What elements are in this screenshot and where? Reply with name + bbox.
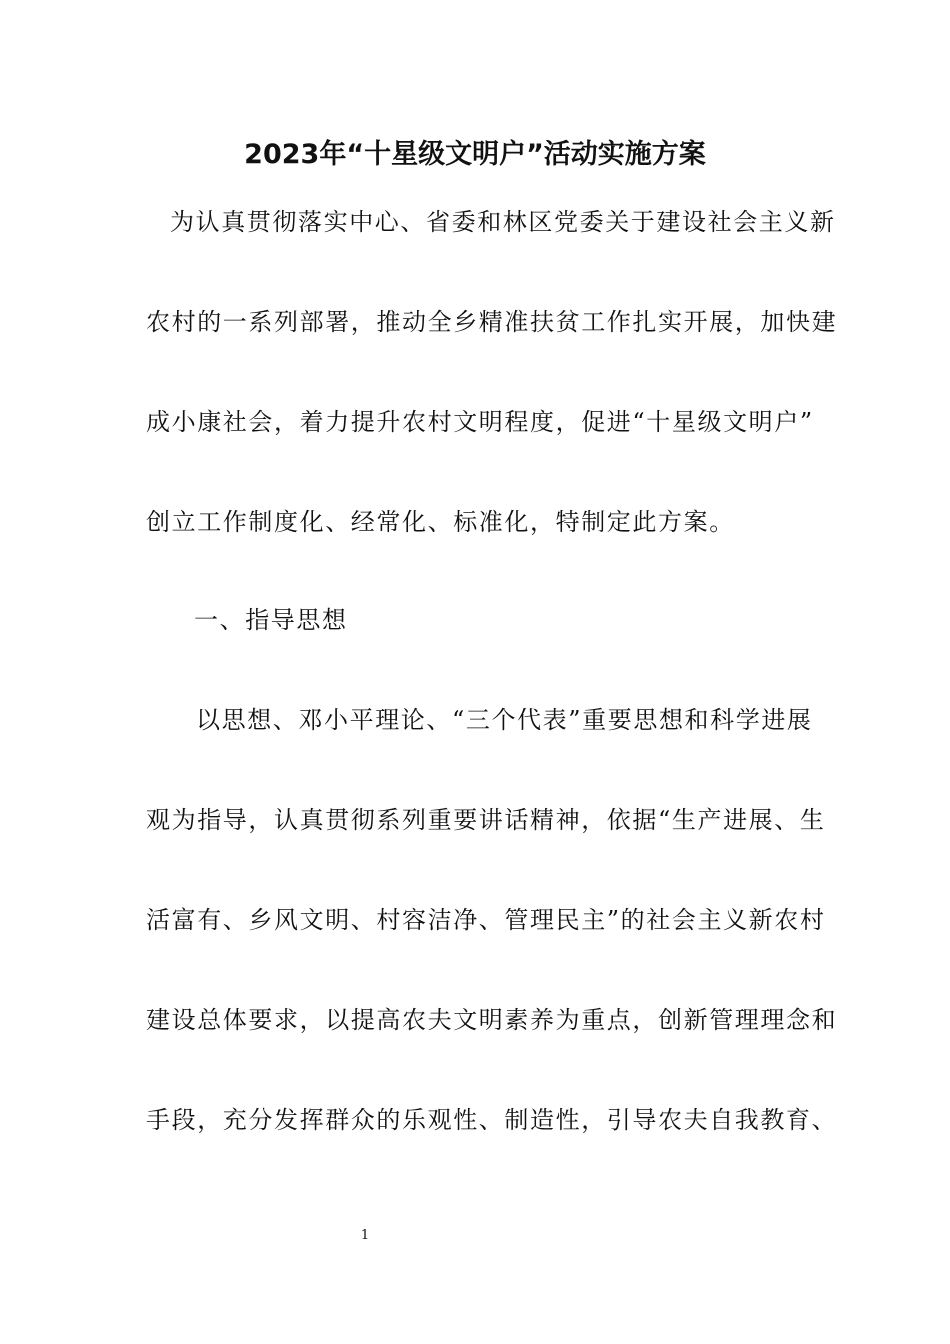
paragraph-line: 活富有、乡风文明、村容洁净、管理民主”的社会主义新农村 — [146, 906, 826, 934]
paragraph-line: 为认真贯彻落实中心、省委和林区党委关于建设社会主义新 — [170, 208, 836, 236]
paragraph-line: 观为指导，认真贯彻系列重要讲话精神，依据“生产进展、生 — [146, 806, 826, 834]
paragraph-line: 创立工作制度化、经常化、标准化，特制定此方案。 — [146, 508, 735, 536]
document-title: 2023年“十星级文明户”活动实施方案 — [244, 139, 706, 170]
paragraph-line: 以思想、邓小平理论、“三个代表”重要思想和科学进展 — [196, 706, 813, 734]
paragraph-line: 手段，充分发挥群众的乐观性、制造性，引导农夫自我教育、 — [146, 1106, 838, 1134]
paragraph-line: 农村的一系列部署，推动全乡精准扶贫工作扎实开展，加快建 — [146, 308, 838, 336]
paragraph-line: 建设总体要求，以提高农夫文明素养为重点，创新管理理念和 — [146, 1006, 838, 1034]
section-heading: 一、指导思想 — [194, 606, 348, 634]
page-number: 1 — [360, 1228, 370, 1243]
paragraph-line: 成小康社会，着力提升农村文明程度，促进“十星级文明户” — [146, 408, 814, 436]
